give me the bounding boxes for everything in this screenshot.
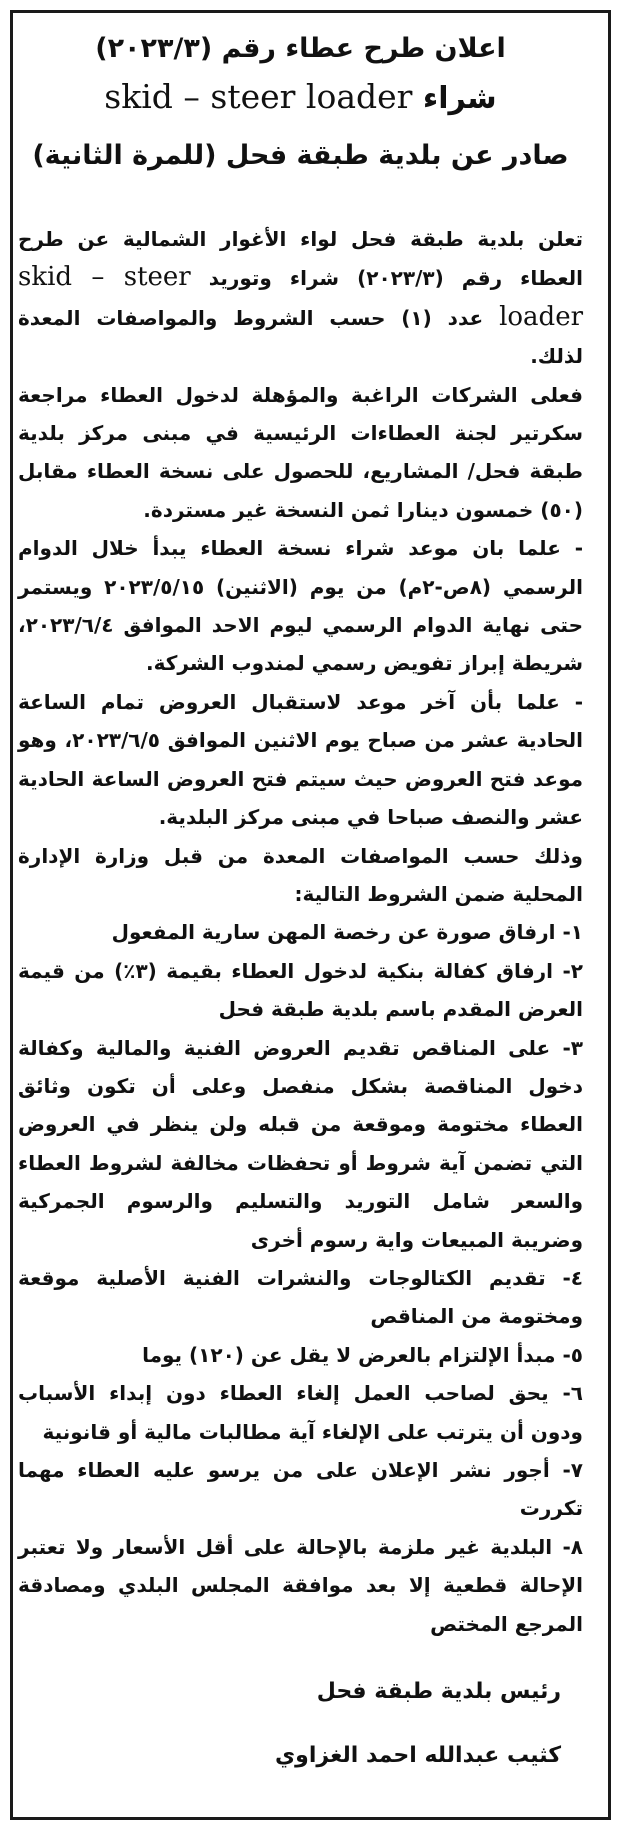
paragraph-conditions-intro: وذلك حسب المواصفات المعدة من قبل وزارة الإدارة المحلية ضمن الشروط التالية: (18, 843, 583, 906)
intro-text-end: عدد (١) حسب الشروط والمواصفات المعدة لذلك. (18, 305, 583, 369)
condition-item: ٨- البلدية غير ملزمة بالإحالة على أقل الأسعار ولا تعتبر الإحالة قطعية إلا بعد موافقة المجلس البلدي ومصادقة المرجع المختص (18, 1534, 583, 1636)
condition-item: ٥- مبدأ الإلتزام بالعرض لا يقل عن (١٢٠) يوما (142, 1342, 583, 1367)
intro-equipment-en: skid – steer loader (18, 262, 584, 332)
paragraph-purchase: فعلى الشركات الراغبة والمؤهلة لدخول العطاء مراجعة سكرتير لجنة العطاءات الرئيسية في مبنى مركز بلدية طبقة فحل/ المشاريع، للحصول على نسخة العطاء مقابل (٥٠) خمسون دينارا ثمن النسخة غير مستردة. (18, 382, 583, 522)
tender-subject (18, 72, 583, 124)
tender-subject-en: skid – steer loader (104, 77, 413, 116)
condition-item: ٢- ارفاق كفالة بنكية لدخول العطاء بقيمة (٣٪) من قيمة العرض المقدم باسم بلدية طبقة فحل (18, 958, 584, 1022)
condition-item: ٤- تقديم الكتالوجات والنشرات الفنية الأصلية موقعة ومختومة من المناقص (18, 1265, 583, 1329)
tender-subject-ar: شراء (422, 81, 497, 116)
tender-title: اعلان طرح عطاء رقم (٢٠٢٣/٣) (95, 33, 506, 64)
tender-issuer: صادر عن بلدية طبقة فحل (للمرة الثانية) (32, 140, 569, 171)
announcement-header (18, 26, 583, 180)
announcement-body (18, 220, 583, 1643)
signatory-title: رئيس بلدية طبقة فحل (316, 1679, 561, 1705)
condition-item: ٦- يحق لصاحب العمل إلغاء العطاء دون إبداء الأسباب ودون أن يترتب على الإلغاء آية مطالبات مالية أو قانونية (18, 1381, 583, 1444)
signature-block (18, 1667, 583, 1781)
condition-item: ١- ارفاق صورة عن رخصة المهن سارية المفعول (111, 920, 583, 945)
paragraph-deadline: - علما بأن آخر موعد لاستقبال العروض تمام الساعة الحادية عشر من صباح يوم الاثنين الموافق ٢٠٢٣/٦/٥، وهو موعد فتح العروض حيث سيتم فتح العروض الساعة الحادية عشر والنصف صباحا في مبنى مركز البلدية. (18, 689, 584, 830)
paragraph-intro (18, 220, 583, 376)
intro-text-start: تعلن بلدية طبقة فحل لواء الأغوار الشمالية عن طرح العطاء رقم (٢٠٢٣/٣) شراء وتوريد (18, 227, 583, 291)
paragraph-purchase-dates: - علما بان موعد شراء نسخة العطاء يبدأ خلال الدوام الرسمي (٨ص-٢م) من يوم (الاثنين) ٢٠٢٣/٥/١٥ ويستمر حتى نهاية الدوام الرسمي ليوم الاحد الموافق ٢٠٢٣/٦/٤، شريطة إبراز تفويض رسمي لمندوب الشركة. (18, 536, 583, 676)
signatory-name: كثيب عبدالله احمد الغزاوي (275, 1743, 561, 1769)
condition-item: ٧- أجور نشر الإعلان على من يرسو عليه العطاء مهما تكررت (18, 1458, 583, 1521)
announcement (18, 26, 583, 1781)
condition-item: ٣- على المناقص تقديم العروض الفنية والمالية وكفالة دخول المناقصة بشكل منفصل وعلى أن تكون وثائق العطاء مختومة وموقعة من قبله ولن ينظر في العروض التي تضمن آية شروط أو تحفظات مخالفة لشروط العطاء والسعر شامل التوريد والتسليم والرسوم الجمركية وضريبة المبيعات واية رسوم أخرى (18, 1035, 583, 1252)
